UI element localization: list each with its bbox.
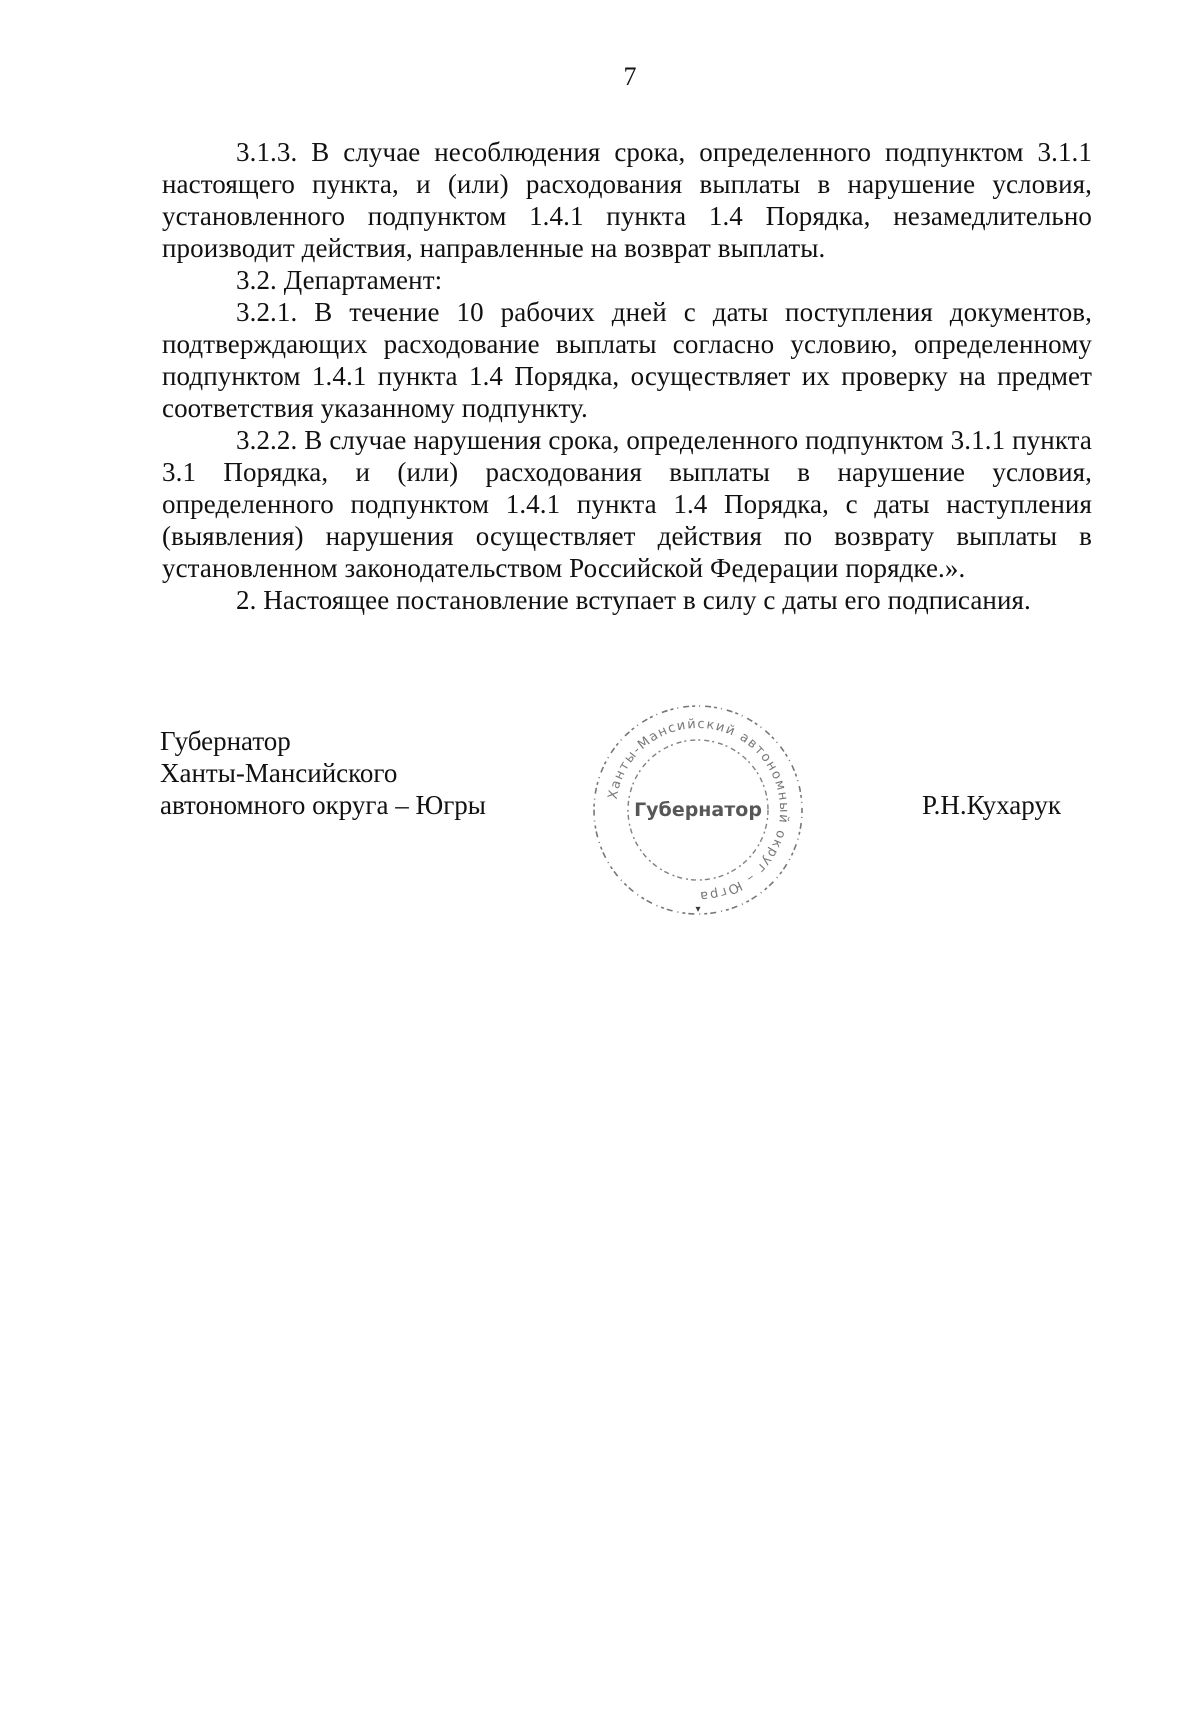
signature-position-line-3: автономного округа – Югры (160, 790, 486, 820)
seal-center-text: Губернатор (634, 799, 762, 821)
signature-position-line-2: Ханты-Мансийского (160, 758, 398, 788)
signer-name: Р.Н.Кухарук (922, 790, 1062, 820)
seal-ring-text: Ханты-Мансийский автономный округ – Югра (605, 716, 792, 904)
document-body (162, 136, 1092, 616)
paragraph-3-1-3: 3.1.3. В случае несоблюдения срока, определенного подпунктом 3.1.1 настоящего пункта, и (или) расходования выплаты в нарушение условия, установленного подпунктом 1.4.1 пункта 1.4 Порядка, незамедлительно производит действия, направленные на возврат выплаты. (162, 137, 1092, 263)
paragraph-3-2: 3.2. Департамент: (236, 265, 443, 295)
page-number: 7 (623, 62, 637, 91)
signature-position (160, 725, 486, 821)
paragraph-2: 2. Настоящее постановление вступает в силу с даты его подписания. (236, 585, 1031, 615)
paragraph-3-2-1: 3.2.1. В течение 10 рабочих дней с даты поступления документов, подтверждающих расходование выплаты согласно условию, определенному подпунктом 1.4.1 пункта 1.4 Порядка, осуществляет их проверку на предмет соответствия указанному подпункту. (162, 297, 1092, 423)
official-seal (578, 690, 818, 930)
seal-bottom-mark: ▾ (695, 904, 701, 915)
signature-position-line-1: Губернатор (160, 726, 291, 756)
paragraph-3-2-2: 3.2.2. В случае нарушения срока, определенного подпунктом 3.1.1 пункта 3.1 Порядка, и (или) расходования выплаты в нарушение условия, определенного подпунктом 1.4.1 пункта 1.4 Порядка, с даты наступления (выявления) нарушения осуществляет действия по возврату выплаты в установленном законодательством Российской Федерации порядке.». (162, 425, 1092, 583)
